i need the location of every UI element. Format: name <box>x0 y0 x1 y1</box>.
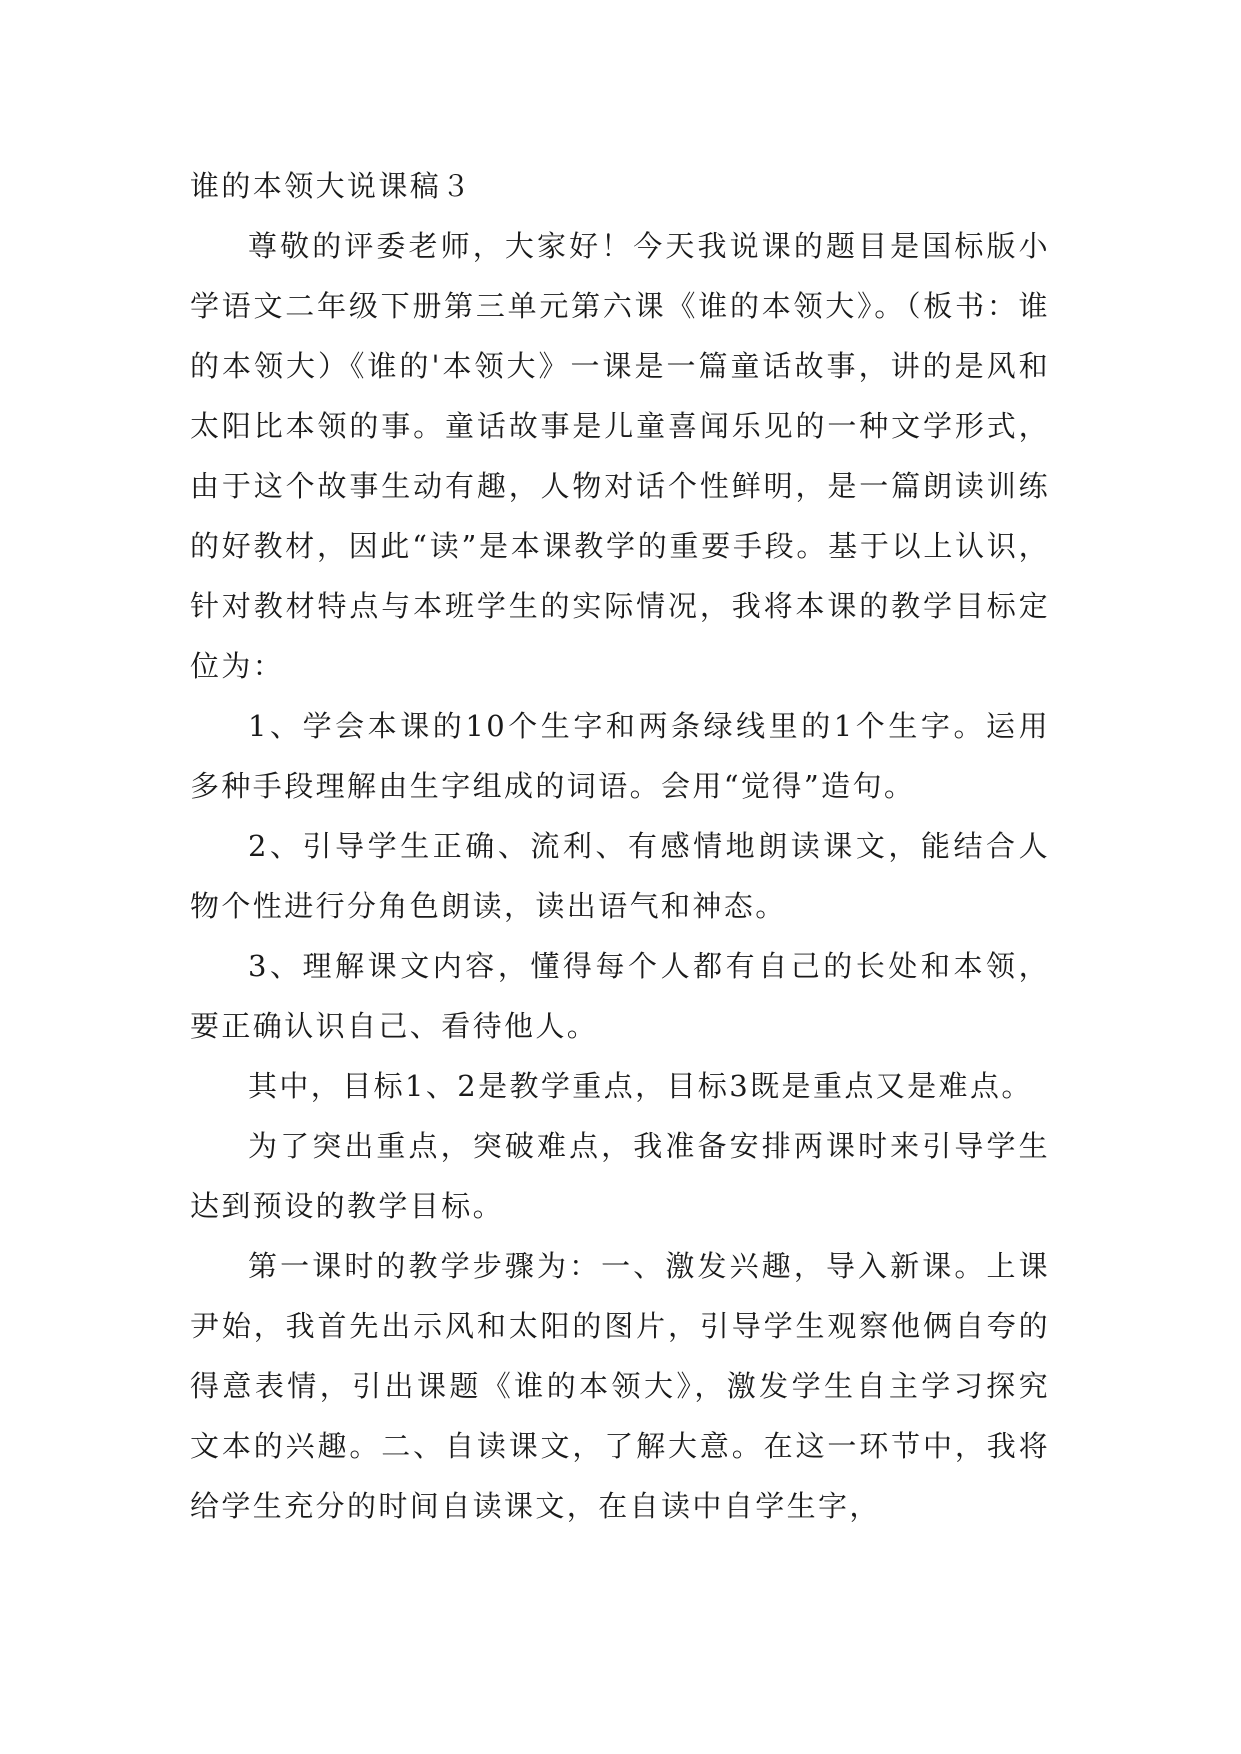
paragraph-goal-2: 2、引导学生正确、流利、有感情地朗读课文，能结合人物个性进行分角色朗读，读出语气和神态。 <box>190 829 1050 923</box>
paragraph-plan: 为了突出重点，突破难点，我准备安排两课时来引导学生达到预设的教学目标。 <box>190 1129 1050 1223</box>
document-body <box>190 156 1050 1536</box>
paragraph-goal-3: 3、理解课文内容，懂得每个人都有自己的长处和本领，要正确认识自己、看待他人。 <box>190 949 1050 1043</box>
document-title: 谁的本领大说课稿３ <box>190 169 473 203</box>
paragraph-key-points: 其中，目标1、2是教学重点，目标3既是重点又是难点。 <box>248 1069 1033 1103</box>
paragraph-goal-1: 1、学会本课的10个生字和两条绿线里的1个生字。运用多种手段理解由生字组成的词语。会用“觉得”造句。 <box>190 709 1050 803</box>
paragraph-intro: 尊敬的评委老师，大家好！今天我说课的题目是国标版小学语文二年级下册第三单元第六课《谁的本领大》。（板书：谁的本领大）《谁的'本领大》一课是一篇童话故事，讲的是风和太阳比本领的事。童话故事是儿童喜闻乐见的一种文学形式，由于这个故事生动有趣，人物对话个性鲜明，是一篇朗读训练的好教材，因此“读”是本课教学的重要手段。基于以上认识，针对教材特点与本班学生的实际情况，我将本课的教学目标定位为： <box>190 229 1050 683</box>
paragraph-first-lesson: 第一课时的教学步骤为：一、激发兴趣，导入新课。上课尹始，我首先出示风和太阳的图片，引导学生观察他俩自夸的得意表情，引出课题《谁的本领大》，激发学生自主学习探究文本的兴趣。二、自读课文，了解大意。在这一环节中，我将给学生充分的时间自读课文，在自读中自学生字， <box>190 1249 1050 1523</box>
